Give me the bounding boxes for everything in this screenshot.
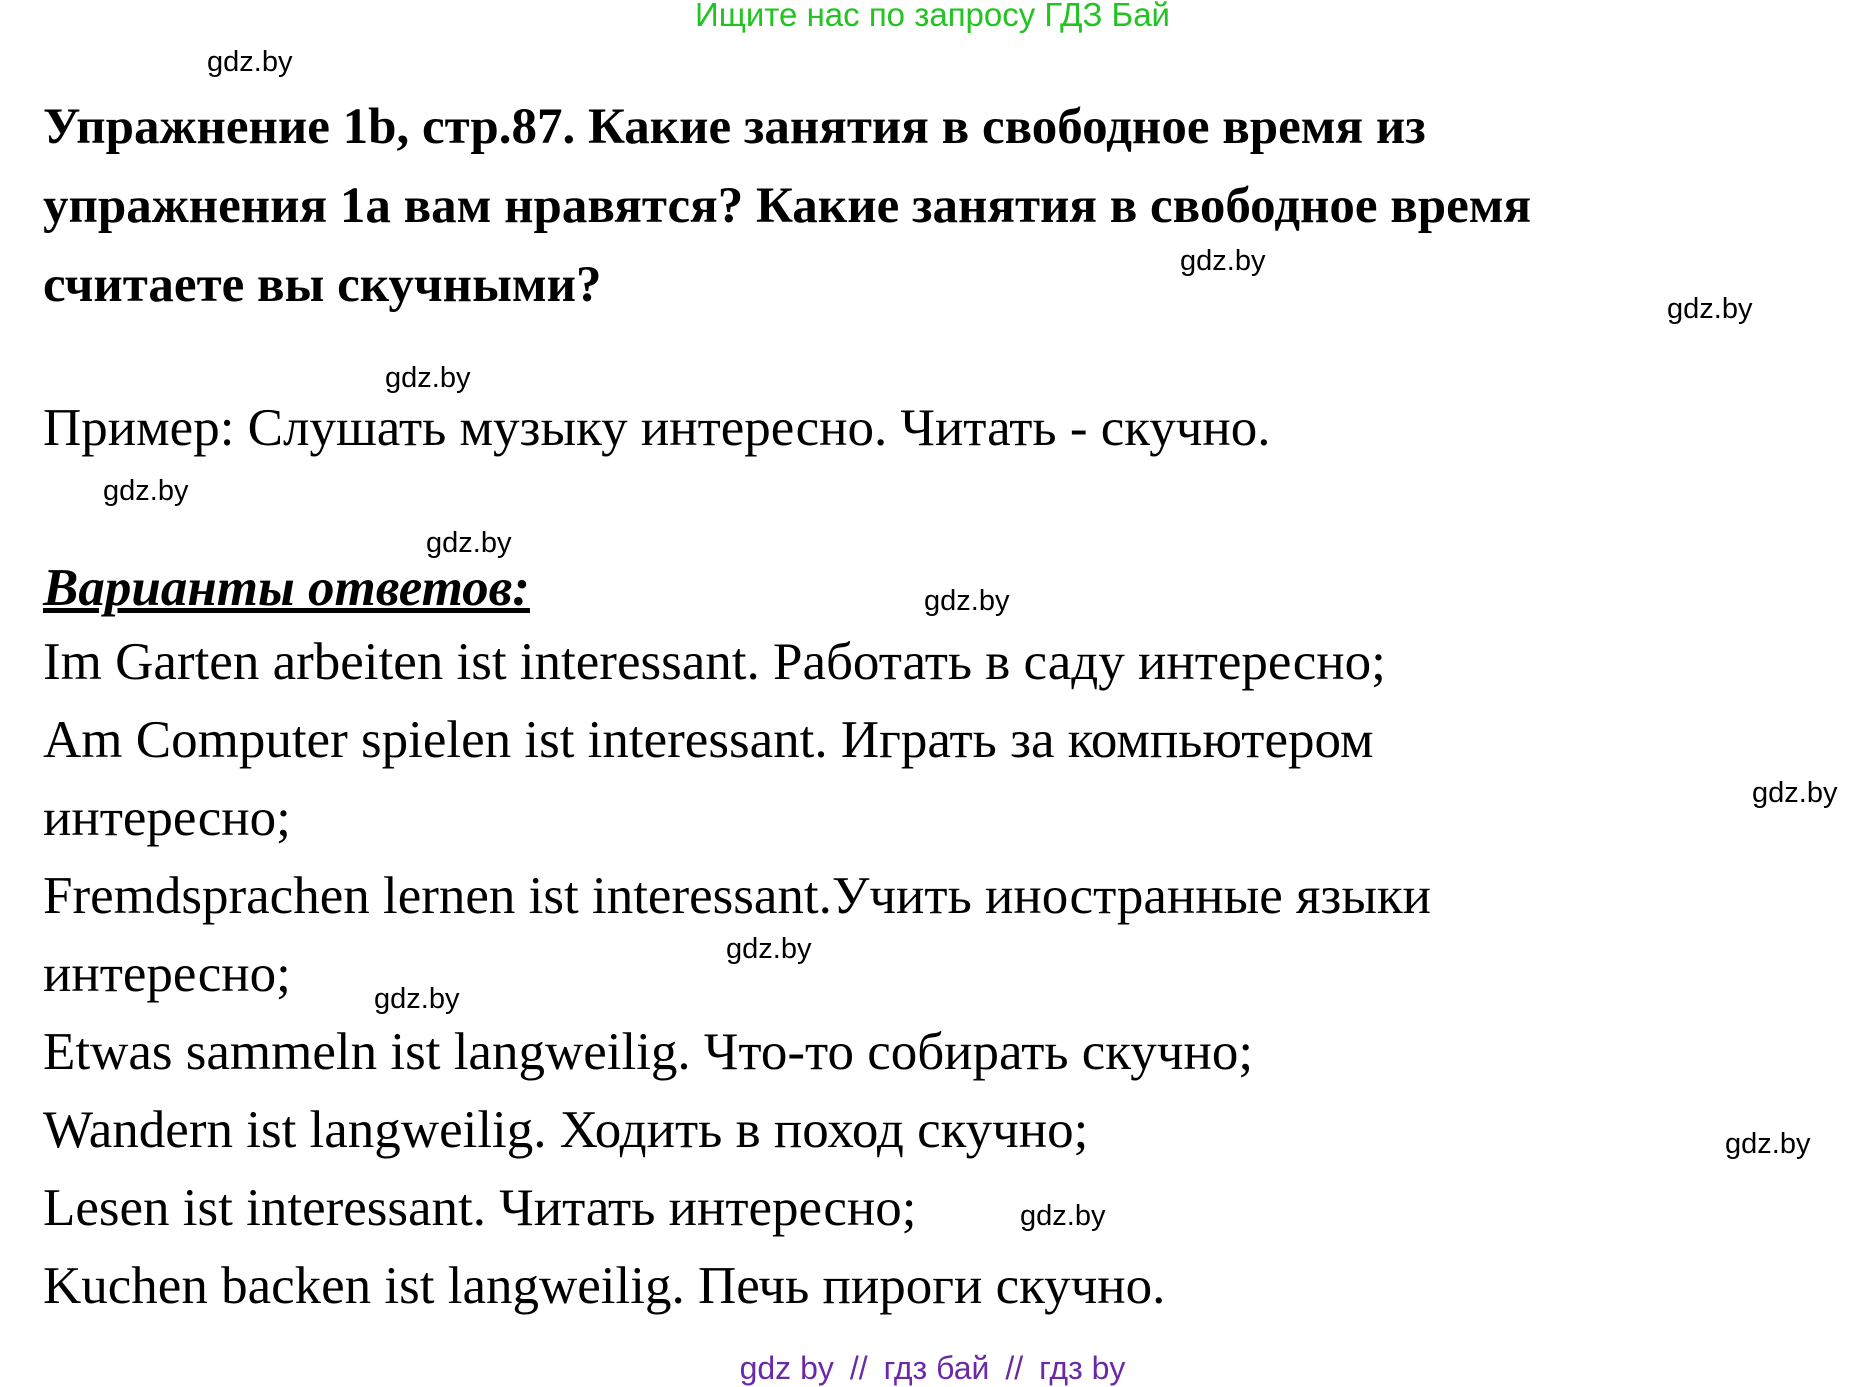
answer-line: Kuchen backen ist langweilig. Печь пироги скучно. [43,1257,1166,1315]
watermark: gdz.by [726,933,812,965]
answer-line: Am Computer spielen ist interessant. Играть за компьютером [43,711,1374,769]
example-text: Пример: Слушать музыку интересно. Читать - скучно. [43,399,1271,457]
exercise-title-line: считаете вы скучными? [43,257,602,313]
answer-line: интересно; [43,789,291,847]
watermark: gdz.by [1020,1200,1106,1232]
exercise-title-line: Упражнение 1b, стр.87. Какие занятия в свободное время из [43,99,1426,155]
watermark: gdz.by [426,527,512,559]
watermark: gdz.by [1752,777,1838,809]
footer-link[interactable]: гдз by [1039,1350,1126,1386]
watermark: gdz.by [103,475,189,507]
answer-line: Im Garten arbeiten ist interessant. Работать в саду интересно; [43,633,1386,691]
watermark: gdz.by [385,362,471,394]
answers-heading: Варианты ответов: [43,559,530,617]
watermark: gdz.by [207,46,293,78]
footer-link[interactable]: гдз бай [883,1350,990,1386]
footer-link[interactable]: gdz by [739,1350,834,1386]
search-banner: Ищите нас по запросу ГДЗ Бай [695,0,1170,33]
answer-line: Lesen ist interessant. Читать интересно; [43,1179,917,1237]
exercise-title-line: упражнения 1а вам нравятся? Какие занятия в свободное время [43,178,1532,234]
answer-line: Etwas sammeln ist langweilig. Что-то собирать скучно; [43,1023,1254,1081]
footer-separator: // [1005,1350,1024,1386]
footer-links [0,1350,1865,1387]
answer-line: Wandern ist langweilig. Ходить в поход скучно; [43,1101,1089,1159]
answer-line: интересно; [43,945,291,1003]
footer-separator: // [849,1350,868,1386]
watermark: gdz.by [924,585,1010,617]
watermark: gdz.by [1180,245,1266,277]
exercise-title [43,88,1843,325]
watermark: gdz.by [1667,293,1753,325]
watermark: gdz.by [374,983,460,1015]
watermark: gdz.by [1725,1128,1811,1160]
answer-line: Fremdsprachen lernen ist interessant.Учить иностранные языки [43,867,1432,925]
